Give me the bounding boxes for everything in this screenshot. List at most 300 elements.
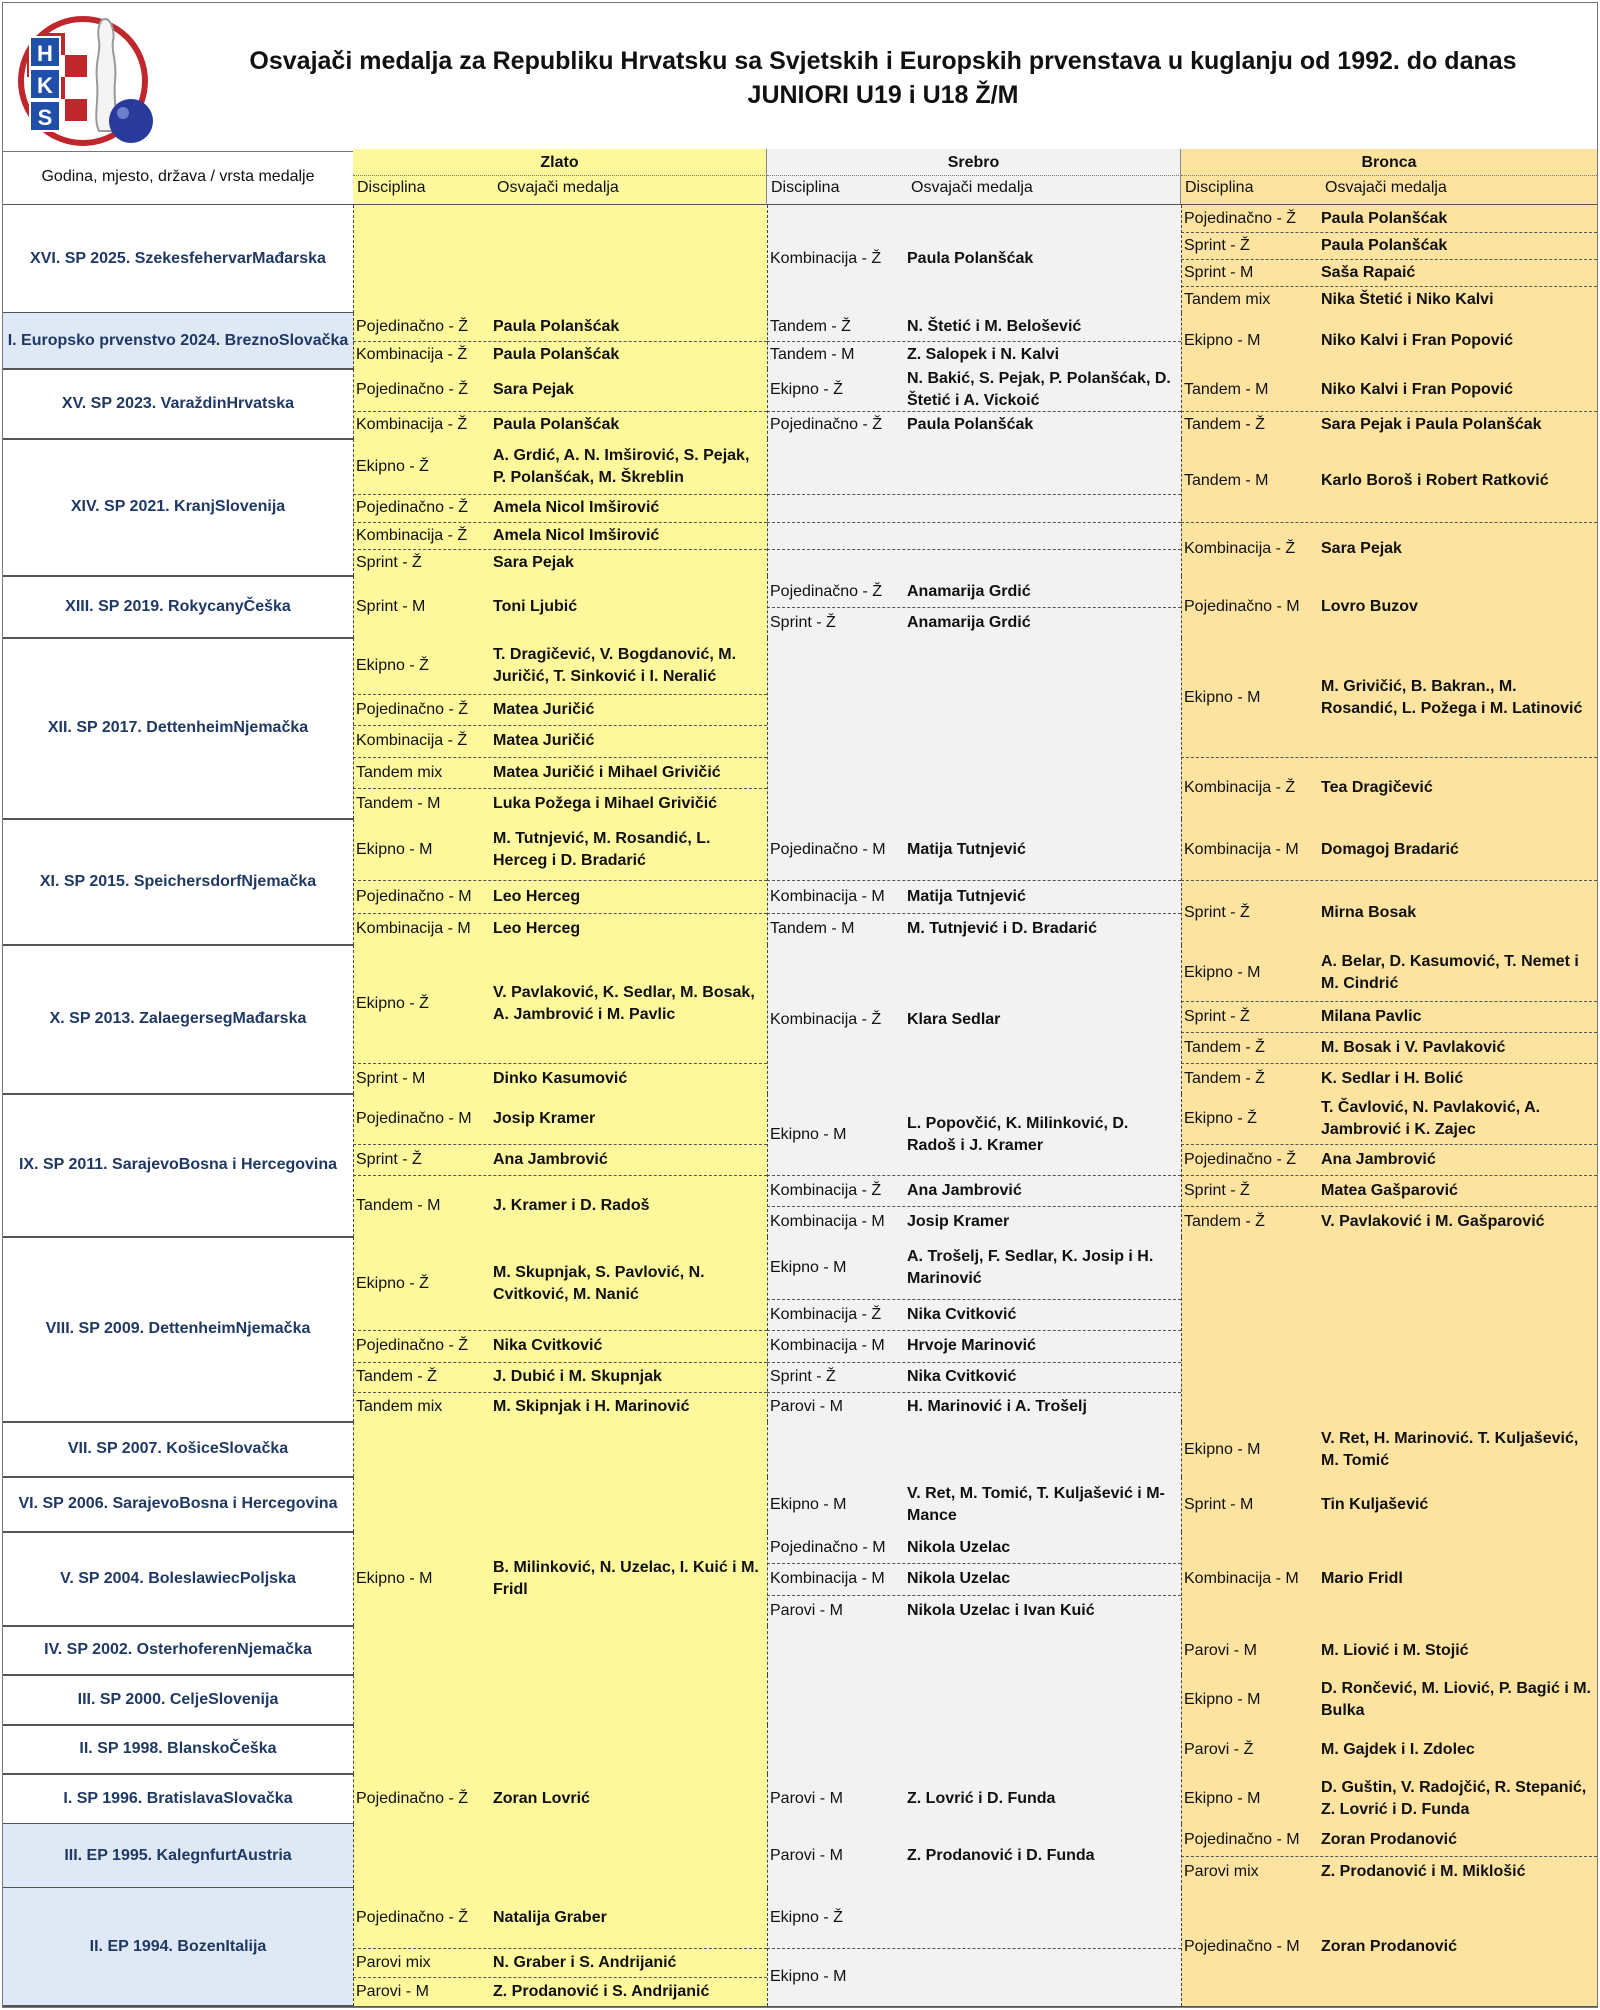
silver-winner: Matija Tutnjević xyxy=(907,887,1026,905)
section-label-text xyxy=(62,393,294,415)
bronze-discipline: Tandem - Ž xyxy=(1184,1069,1265,1087)
bronze-winner: Tea Dragičević xyxy=(1321,779,1433,796)
section-label-text xyxy=(50,1008,307,1030)
silver-discipline-header: Disciplina xyxy=(767,176,907,205)
bronze-winners-header: Osvajači medalja xyxy=(1321,176,1597,205)
silver-column-divider xyxy=(767,1725,768,1774)
gold-section-bg xyxy=(353,1477,767,1532)
silver-winner xyxy=(907,439,1177,494)
gold-column-divider xyxy=(353,1477,354,1532)
gold-winner: Luka Požega i Mihael Grivičić xyxy=(493,794,718,812)
bronze-column-divider xyxy=(1181,1725,1182,1774)
silver-discipline: Kombinacija - M xyxy=(770,1337,885,1354)
gold-winner: Z. Prodanović i S. Andrijanić xyxy=(493,1982,710,2000)
section-event: III. SP 2000. Celje xyxy=(77,1690,209,1708)
bronze-winner: Niko Kalvi i Fran Popović xyxy=(1321,332,1514,349)
silver-column-divider xyxy=(767,1626,768,1675)
silver-column-divider xyxy=(767,1774,768,1824)
section-label xyxy=(3,1675,353,1725)
bronze-column-divider xyxy=(1181,1422,1182,1477)
section-label xyxy=(3,1824,353,1888)
gold-discipline: Ekipno - Ž xyxy=(356,657,429,674)
section-label-text xyxy=(8,330,349,352)
silver-section-bg xyxy=(767,1725,1181,1774)
gold-column-divider xyxy=(353,1888,354,2006)
silver-discipline: Parovi - M xyxy=(770,1398,843,1415)
silver-winner: V. Ret, M. Tomić, T. Kuljašević i M-Mance xyxy=(907,1484,1165,1524)
silver-winner: Paula Polanšćak xyxy=(907,250,1034,267)
bronze-discipline: Ekipno - M xyxy=(1184,332,1261,349)
logo-letter-h: H xyxy=(37,41,53,66)
gold-section-bg xyxy=(353,205,767,313)
silver-winner: Z. Prodanović i D. Funda xyxy=(907,1847,1095,1864)
gold-discipline: Kombinacija - Ž xyxy=(356,416,468,433)
logo-letter-k: K xyxy=(37,73,53,98)
bronze-winner: Niko Kalvi i Fran Popović xyxy=(1321,381,1514,398)
silver-column-divider xyxy=(767,576,768,638)
silver-discipline: Kombinacija - M xyxy=(770,1570,885,1587)
bronze-winner: Paula Polanšćak xyxy=(1321,209,1448,227)
bronze-discipline: Ekipno - M xyxy=(1184,964,1261,981)
section-label xyxy=(3,638,353,819)
section-label-text xyxy=(46,1318,311,1340)
bronze-winner: Matea Gašparović xyxy=(1321,1181,1458,1199)
silver-discipline xyxy=(770,549,907,576)
gold-winner: Josip Kramer xyxy=(493,1110,596,1127)
silver-winner xyxy=(907,549,1177,576)
gold-discipline: Ekipno - M xyxy=(356,840,433,858)
gold-winner: Matea Juričić xyxy=(493,732,595,749)
bronze-discipline: Parovi - Ž xyxy=(1184,1740,1254,1758)
silver-discipline: Ekipno - M xyxy=(770,1968,847,1985)
bronze-discipline: Pojedinačno - M xyxy=(1184,1938,1300,1955)
bronze-column-divider xyxy=(1181,1477,1182,1532)
silver-discipline: Kombinacija - M xyxy=(770,1212,885,1230)
page-header xyxy=(3,3,1597,152)
bronze-discipline: Pojedinačno - Ž xyxy=(1184,1150,1297,1168)
bronze-column-divider xyxy=(1181,1774,1182,1824)
gold-discipline: Parovi - M xyxy=(356,1982,429,2000)
silver-winner: Nikola Uzelac i Ivan Kuić xyxy=(907,1601,1095,1619)
bronze-winner: Karlo Boroš i Robert Ratković xyxy=(1321,471,1549,489)
section-label xyxy=(3,819,353,945)
section-label xyxy=(3,1774,353,1824)
bronze-discipline: Parovi mix xyxy=(1184,1863,1259,1880)
gold-winner: Amela Nicol Imširović xyxy=(493,526,660,544)
section-label-text xyxy=(71,496,285,518)
bronze-discipline: Sprint - Ž xyxy=(1184,1007,1250,1025)
bronze-winner: Ana Jambrović xyxy=(1321,1150,1436,1168)
bronze-column-divider xyxy=(1181,819,1182,945)
silver-discipline: Parovi - M xyxy=(770,1790,843,1807)
section-event: II. EP 1994. Bozen xyxy=(89,1937,226,1955)
gold-discipline: Pojedinačno - M xyxy=(356,1110,472,1127)
section-country: Njemačka xyxy=(233,719,309,736)
section-country: Češka xyxy=(243,597,291,615)
silver-discipline: Sprint - Ž xyxy=(770,1368,836,1385)
bronze-discipline: Ekipno - Ž xyxy=(1184,1110,1257,1127)
silver-column-divider xyxy=(767,945,768,1094)
section-event: XIV. SP 2021. Kranj xyxy=(70,498,215,515)
silver-winner: Josip Kramer xyxy=(907,1212,1010,1230)
gold-winner: Zoran Lovrić xyxy=(493,1790,590,1807)
section-event: IX. SP 2011. Sarajevo xyxy=(18,1156,179,1173)
gold-winner: M. Skipnjak i H. Marinović xyxy=(493,1398,690,1415)
page-title: Osvajači medalja za Republiku Hrvatsku sa Svjetskih i Europskih prvenstava u kuglanju od 1992. do danas xyxy=(249,47,1517,75)
section-label-text xyxy=(19,1154,337,1176)
section-label xyxy=(3,1626,353,1675)
gold-discipline: Tandem - Ž xyxy=(356,1368,437,1385)
section-country: Slovenija xyxy=(208,1690,279,1708)
gold-discipline: Kombinacija - Ž xyxy=(356,526,468,544)
bronze-column-divider xyxy=(1181,1675,1182,1725)
bronze-discipline: Ekipno - M xyxy=(1184,1691,1261,1708)
gold-winner: Matea Juričić xyxy=(493,700,595,718)
gold-discipline: Pojedinačno - M xyxy=(356,887,472,905)
section-event: XIII. SP 2019. Rokycany xyxy=(65,597,244,615)
bronze-discipline: Kombinacija - Ž xyxy=(1184,779,1296,796)
silver-winner: A. Trošelj, F. Sedlar, K. Josip i H. Marinović xyxy=(907,1248,1154,1287)
gold-discipline: Tandem - M xyxy=(356,794,441,812)
silver-discipline: Parovi - M xyxy=(770,1847,843,1864)
silver-column-divider xyxy=(767,1824,768,1888)
bronze-discipline: Parovi - M xyxy=(1184,1641,1257,1659)
gold-winner: Paula Polanšćak xyxy=(493,318,620,335)
silver-winner xyxy=(907,522,1177,549)
bronze-discipline: Sprint - M xyxy=(1184,1495,1254,1513)
section-label xyxy=(3,1888,353,2006)
first-column-header: Godina, mjesto, država / vrsta medalje xyxy=(3,149,353,205)
section-label-text xyxy=(64,1845,291,1867)
gold-discipline: Parovi mix xyxy=(356,1953,431,1971)
bronze-discipline: Sprint - Ž xyxy=(1184,1181,1250,1199)
gold-column-divider xyxy=(353,439,354,576)
gold-column-divider xyxy=(353,1237,354,1422)
silver-discipline xyxy=(770,439,907,494)
gold-column-divider xyxy=(353,819,354,945)
section-label-text xyxy=(44,1639,312,1661)
gold-column-divider xyxy=(353,369,354,439)
silver-column-divider xyxy=(767,1675,768,1725)
section-country: Slovačka xyxy=(223,1789,293,1807)
gold-section-bg xyxy=(353,1422,767,1477)
bronze-winner: D. Guštin, V. Radojčić, R. Stepanić, Z. Lovrić i D. Funda xyxy=(1321,1779,1587,1818)
silver-winner: Matija Tutnjević xyxy=(907,840,1026,858)
bronze-winner: M. Grivičić, B. Bakran., M. Rosandić, L. Požega i M. Latinović xyxy=(1321,677,1583,717)
silver-discipline: Pojedinačno - Ž xyxy=(770,416,883,433)
silver-column-divider xyxy=(767,1477,768,1532)
bronze-discipline: Tandem - Ž xyxy=(1184,1212,1265,1230)
section-event: XI. SP 2015. Speichersdorf xyxy=(39,872,242,890)
silver-winner: Paula Polanšćak xyxy=(907,416,1034,433)
silver-discipline: Tandem - M xyxy=(770,346,855,363)
section-label xyxy=(3,1237,353,1422)
bronze-column-divider xyxy=(1181,1532,1182,1626)
bronze-discipline: Sprint - M xyxy=(1184,263,1254,281)
silver-discipline: Tandem - Ž xyxy=(770,318,851,335)
gold-discipline: Pojedinačno - Ž xyxy=(356,381,469,398)
bronze-discipline: Kombinacija - M xyxy=(1184,1570,1299,1587)
gold-winner: Natalija Graber xyxy=(493,1909,607,1926)
silver-winner: Z. Salopek i N. Kalvi xyxy=(907,346,1060,363)
section-event: XVI. SP 2025. Szekesfehervar xyxy=(30,249,253,267)
page-subtitle: JUNIORI U19 i U18 Ž/M xyxy=(747,81,1019,109)
silver-column-divider xyxy=(767,1888,768,2006)
bronze-discipline: Ekipno - M xyxy=(1184,688,1261,706)
gold-discipline: Tandem - M xyxy=(356,1197,441,1214)
gold-column-divider xyxy=(353,1774,354,1824)
bronze-winner: Paula Polanšćak xyxy=(1321,236,1448,254)
silver-discipline: Pojedinačno - Ž xyxy=(770,582,883,600)
section-label-text xyxy=(60,1568,296,1590)
gold-discipline: Kombinacija - M xyxy=(356,920,471,937)
section-country: Hrvatska xyxy=(226,394,295,412)
bronze-column-divider xyxy=(1181,1237,1182,1422)
silver-section-bg xyxy=(767,638,1181,819)
section-label xyxy=(3,439,353,576)
bronze-winner: Saša Rapaić xyxy=(1321,263,1416,281)
gold-discipline: Kombinacija - Ž xyxy=(356,346,468,363)
silver-discipline: Kombinacija - Ž xyxy=(770,1010,882,1028)
bronze-column-divider xyxy=(1181,205,1182,313)
silver-column-divider xyxy=(767,1532,768,1626)
bronze-winner: M. Gajdek i I. Zdolec xyxy=(1321,1740,1475,1758)
section-label-text xyxy=(63,1788,292,1810)
gold-discipline: Tandem mix xyxy=(356,763,443,781)
bronze-column-divider xyxy=(1181,638,1182,819)
section-label xyxy=(3,1532,353,1626)
section-event: XII. SP 2017. Dettenheim xyxy=(47,719,234,736)
silver-winner: L. Popovčić, K. Milinković, D. Radoš i J. Kramer xyxy=(907,1114,1129,1154)
silver-column-divider xyxy=(767,1237,768,1422)
section-event: V. SP 2004. Boleslawiec xyxy=(60,1569,240,1587)
gold-column-divider xyxy=(353,1532,354,1626)
silver-winner: Klara Sedlar xyxy=(907,1010,1001,1028)
silver-column-divider xyxy=(767,369,768,439)
section-label xyxy=(3,205,353,313)
gold-column-divider xyxy=(353,638,354,819)
silver-column-divider xyxy=(767,439,768,576)
gold-winner: Dinko Kasumović xyxy=(493,1069,628,1087)
gold-winner: Toni Ljubić xyxy=(493,598,578,615)
section-country: Bosna i Hercegovina xyxy=(179,1495,338,1512)
gold-winner: M. Skupnjak, S. Pavlović, N. Cvitković, M. Nanić xyxy=(493,1263,705,1303)
section-label xyxy=(3,369,353,439)
section-country: Njemačka xyxy=(235,1320,311,1337)
bronze-winner: Tin Kuljašević xyxy=(1321,1495,1429,1513)
gold-winner: Paula Polanšćak xyxy=(493,416,620,433)
gold-winner: N. Graber i S. Andrijanić xyxy=(493,1953,677,1971)
silver-discipline xyxy=(770,522,907,549)
bronze-discipline: Sprint - Ž xyxy=(1184,903,1250,921)
bronze-winner: M. Bosak i V. Pavlaković xyxy=(1321,1038,1506,1056)
gold-winner: Sara Pejak xyxy=(493,553,574,571)
bronze-column-divider xyxy=(1181,1094,1182,1237)
section-label-text xyxy=(40,871,316,893)
bronze-winner: M. Liović i M. Stojić xyxy=(1321,1641,1469,1659)
silver-section-bg xyxy=(767,1626,1181,1675)
section-country: Slovenija xyxy=(214,498,286,515)
bronze-winner: K. Sedlar i H. Bolić xyxy=(1321,1069,1464,1087)
section-country: Njemačka xyxy=(237,1641,312,1658)
silver-column-divider xyxy=(767,1422,768,1477)
gold-discipline: Sprint - Ž xyxy=(356,1150,422,1168)
gold-discipline: Pojedinačno - Ž xyxy=(356,700,469,718)
bronze-discipline: Kombinacija - M xyxy=(1184,840,1299,858)
gold-winner: Ana Jambrović xyxy=(493,1150,608,1168)
gold-discipline: Sprint - M xyxy=(356,1069,426,1087)
section-label-text xyxy=(68,1438,288,1460)
gold-column-divider xyxy=(353,945,354,1094)
section-label xyxy=(3,945,353,1094)
silver-winner: N. Bakić, S. Pejak, P. Polanšćak, D. Štetić i A. Vickoić xyxy=(907,370,1171,409)
silver-discipline: Ekipno - M xyxy=(770,1259,847,1276)
bronze-winner: Lovro Buzov xyxy=(1321,598,1418,615)
section-label-text xyxy=(90,1936,267,1958)
section-country: Njemačka xyxy=(241,872,317,890)
gold-discipline: Sprint - Ž xyxy=(356,553,422,571)
gold-discipline: Pojedinačno - Ž xyxy=(356,1909,469,1926)
section-country: Austria xyxy=(236,1846,292,1864)
gold-winner: J. Kramer i D. Radoš xyxy=(493,1197,650,1214)
gold-discipline: Sprint - M xyxy=(356,598,426,615)
gold-winner: J. Dubić i M. Skupnjak xyxy=(493,1368,662,1385)
bronze-column-divider xyxy=(1181,1888,1182,2006)
gold-column-divider xyxy=(353,313,354,369)
bronze-discipline: Pojedinačno - M xyxy=(1184,1831,1300,1848)
section-country: Slovačka xyxy=(218,1440,289,1457)
bronze-winner: Zoran Prodanović xyxy=(1321,1831,1458,1848)
silver-discipline xyxy=(770,494,907,522)
bronze-winner: T. Čavlović, N. Pavlaković, A. Jambrović i K. Zajec xyxy=(1321,1099,1541,1138)
gold-column-divider xyxy=(353,205,354,313)
bronze-column-divider xyxy=(1181,945,1182,1094)
bronze-winner: D. Rončević, M. Liović, P. Bagić i M. Bulka xyxy=(1321,1680,1591,1719)
bronze-discipline: Ekipno - M xyxy=(1184,1440,1261,1458)
gold-discipline: Kombinacija - Ž xyxy=(356,732,468,749)
silver-discipline: Kombinacija - Ž xyxy=(770,1181,882,1199)
silver-winner: Nika Cvitković xyxy=(907,1368,1017,1385)
silver-winner: N. Štetić i M. Belošević xyxy=(907,318,1082,335)
silver-discipline: Pojedinačno - M xyxy=(770,1538,886,1556)
gold-discipline-header: Disciplina xyxy=(353,176,493,205)
bronze-column-divider xyxy=(1181,439,1182,576)
silver-column-divider xyxy=(767,638,768,819)
bronze-section-bg xyxy=(1181,1237,1597,1422)
silver-section-bg xyxy=(767,1675,1181,1725)
silver-discipline: Ekipno - M xyxy=(770,1495,847,1513)
gold-header: Zlato xyxy=(353,149,767,176)
bronze-winner: Domagoj Bradarić xyxy=(1321,840,1459,858)
silver-column-divider xyxy=(767,313,768,369)
bronze-column-divider xyxy=(1181,1626,1182,1675)
gold-column-divider xyxy=(353,576,354,638)
gold-winner: Sara Pejak xyxy=(493,381,574,398)
bronze-discipline: Kombinacija - Ž xyxy=(1184,540,1296,557)
silver-discipline: Kombinacija - M xyxy=(770,887,885,905)
silver-discipline: Tandem - M xyxy=(770,920,855,937)
gold-discipline: Pojedinačno - Ž xyxy=(356,1337,469,1354)
section-country: Mađarska xyxy=(232,1010,307,1027)
gold-column-divider xyxy=(353,1824,354,1888)
bronze-header: Bronca xyxy=(1181,149,1597,176)
gold-column-divider xyxy=(353,1725,354,1774)
gold-discipline: Tandem mix xyxy=(356,1398,443,1415)
section-label xyxy=(3,313,353,369)
gold-column-divider xyxy=(353,1094,354,1237)
section-country: Slovačka xyxy=(278,331,349,349)
section-label-text xyxy=(19,1493,338,1515)
gold-winner: B. Milinković, N. Uzelac, I. Kuić i M. Fridl xyxy=(493,1559,759,1598)
gold-winner: Leo Herceg xyxy=(493,920,581,937)
gold-winner: Paula Polanšćak xyxy=(493,346,620,363)
silver-discipline: Ekipno - Ž xyxy=(770,1909,843,1926)
silver-winner: Anamarija Grdić xyxy=(907,582,1031,600)
bronze-column-divider xyxy=(1181,576,1182,638)
silver-winner: Anamarija Grdić xyxy=(907,613,1031,631)
section-event: VII. SP 2007. Košice xyxy=(67,1440,219,1457)
gold-section-bg xyxy=(353,1675,767,1725)
section-label-text xyxy=(48,717,308,739)
silver-winner: H. Marinović i A. Trošelj xyxy=(907,1398,1087,1415)
bronze-winner: Sara Pejak xyxy=(1321,540,1402,557)
silver-discipline: Kombinacija - Ž xyxy=(770,250,882,267)
gold-column-divider xyxy=(353,1422,354,1477)
bronze-winner: Mirna Bosak xyxy=(1321,903,1417,921)
silver-winner xyxy=(907,1948,1177,2006)
gold-winner: Matea Juričić i Mihael Grivičić xyxy=(493,763,721,781)
silver-winner xyxy=(907,1888,1177,1948)
silver-winner: Z. Lovrić i D. Funda xyxy=(907,1790,1056,1807)
bronze-discipline: Tandem - M xyxy=(1184,381,1269,398)
silver-winner: Ana Jambrović xyxy=(907,1181,1022,1199)
gold-discipline: Ekipno - Ž xyxy=(356,1274,429,1292)
bronze-discipline-header: Disciplina xyxy=(1181,176,1321,205)
section-label xyxy=(3,1725,353,1774)
section-country: Češka xyxy=(229,1740,277,1757)
gold-section-bg xyxy=(353,1725,767,1774)
silver-winner: Nikola Uzelac xyxy=(907,1538,1011,1556)
silver-section-bg xyxy=(767,1422,1181,1477)
gold-winner: Nika Cvitković xyxy=(493,1337,603,1354)
bronze-winner: Milana Pavlic xyxy=(1321,1007,1422,1025)
bronze-discipline: Tandem - Ž xyxy=(1184,416,1265,433)
silver-column-divider xyxy=(767,205,768,313)
silver-discipline: Ekipno - M xyxy=(770,1125,847,1143)
section-label xyxy=(3,1094,353,1237)
bronze-winner: Mario Fridl xyxy=(1321,1570,1403,1587)
section-event: XV. SP 2023. Varaždin xyxy=(61,394,227,412)
bronze-winner: Z. Prodanović i M. Miklošić xyxy=(1321,1863,1526,1880)
gold-discipline: Pojedinačno - Ž xyxy=(356,318,469,335)
gold-winner: A. Grdić, A. N. Imširović, S. Pejak, P. Polanšćak, M. Škreblin xyxy=(493,446,750,486)
gold-section-bg xyxy=(353,1626,767,1675)
gold-winner: V. Pavlaković, K. Sedlar, M. Bosak, A. Jambrović i M. Pavlic xyxy=(493,984,755,1023)
section-event: X. SP 2013. Zalaegerseg xyxy=(49,1010,233,1027)
gold-discipline: Ekipno - Ž xyxy=(356,995,429,1012)
bronze-discipline: Pojedinačno - Ž xyxy=(1184,209,1297,227)
gold-discipline: Pojedinačno - Ž xyxy=(356,1790,469,1807)
gold-column-divider xyxy=(353,1675,354,1725)
bronze-winner: Zoran Prodanović xyxy=(1321,1938,1458,1955)
bronze-winner: Nika Štetić i Niko Kalvi xyxy=(1321,290,1494,308)
bronze-winner: V. Ret, H. Marinović. T. Kuljašević, M. Tomić xyxy=(1321,1429,1579,1469)
bronze-column-divider xyxy=(1181,313,1182,369)
logo-letter-s: S xyxy=(37,105,53,130)
silver-winner xyxy=(907,494,1177,522)
bronze-column-divider xyxy=(1181,369,1182,439)
silver-discipline: Sprint - Ž xyxy=(770,613,836,631)
